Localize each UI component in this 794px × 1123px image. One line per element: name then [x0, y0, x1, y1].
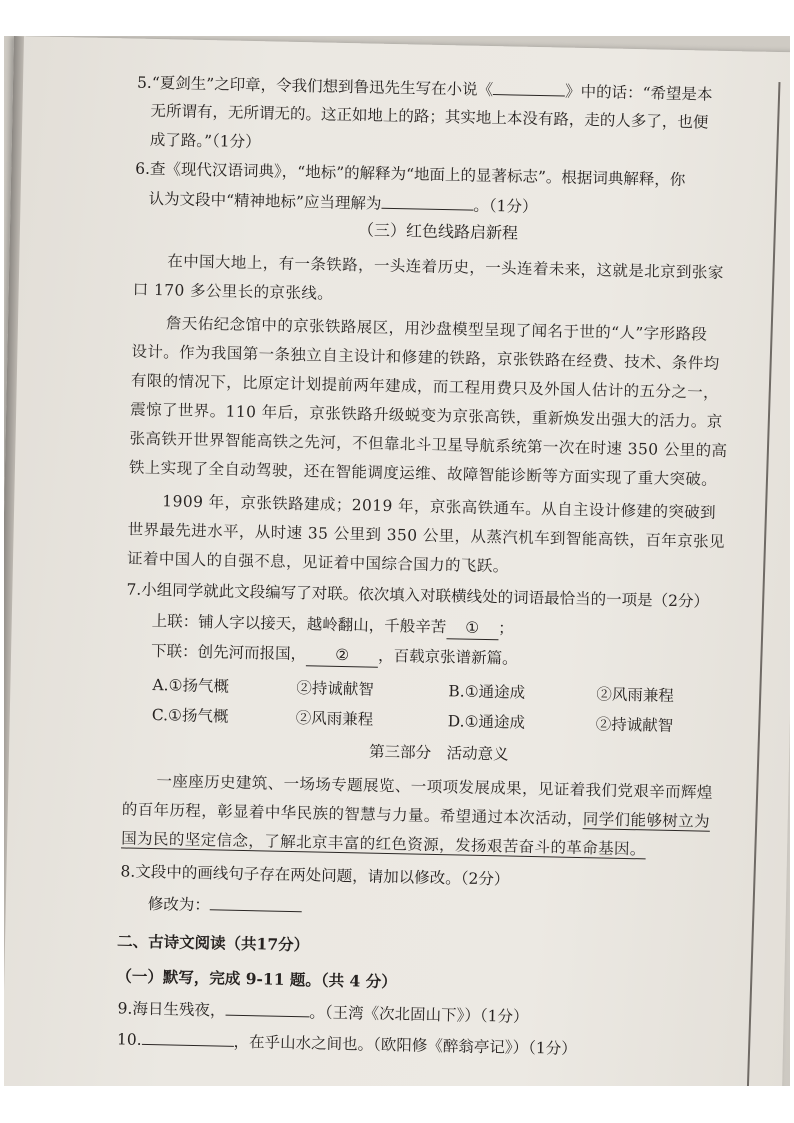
- paragraph-4-line-3: [121, 827, 646, 860]
- paragraph-3-line-3: 证着中国人的自强不息，见证着中国综合国力的飞跃。: [126, 549, 509, 576]
- exam-page: [4, 36, 790, 1086]
- question-9: [117, 996, 528, 1028]
- underlined-sentence-part-1: 同学们能够树立为: [582, 810, 711, 831]
- paragraph-4-text: 的百年历程，彰显着中华民族的智慧与力量。希望通过本次活动，: [121, 800, 584, 829]
- part-3-title: 第三部分 活动意义: [368, 742, 509, 764]
- question-5-text-b: 》中的话：“希望是本: [564, 82, 713, 104]
- question-6-line-2: [148, 187, 537, 218]
- paragraph-4-line-1: 一座座历史建筑、一场场专题展览、一项项发展成果，见证着我们党艰辛而辉煌: [156, 772, 714, 802]
- question-9-blank[interactable]: [225, 999, 309, 1018]
- question-6-text: 认为文段中“精神地标”应当理解为: [148, 189, 382, 213]
- option-c-1[interactable]: C.①扬气概: [151, 706, 229, 726]
- question-10: [117, 1027, 577, 1060]
- question-9-text: 9.海日生残夜，: [117, 999, 226, 1020]
- paragraph-2-line-1: 詹天佑纪念馆中的京张铁路展区，用沙盘模型呈现了闻名于世的“人”字形路段: [165, 314, 708, 344]
- question-7-stem: 7.小组同学就此文段编写了对联。依次填入对联横线处的词语最恰当的一项是（2分）: [126, 580, 710, 611]
- question-5-blank[interactable]: [493, 78, 565, 97]
- page-left-edge: [4, 36, 24, 1086]
- option-b-2: ②风雨兼程: [596, 685, 675, 705]
- question-5-line-3: 成了路。”（1分）: [149, 130, 261, 152]
- paragraph-3-line-1: 1909 年，京张铁路建成；2019 年，京张高铁通车。从自主设计修建的突破到: [162, 492, 717, 522]
- section-3-title: （三）红色线路启新程: [357, 220, 519, 243]
- paragraph-2-line-4: 震惊了世界。110 年后，京张铁路升级蜕变为京张高铁，重新焕发出强大的活力。京: [130, 400, 723, 431]
- paragraph-2-line-6: 铁上实现了全自动驾驶，还在智能调度运维、故障智能诊断等方面实现了重大突破。: [128, 458, 718, 489]
- question-8-blank[interactable]: [210, 893, 302, 912]
- paragraph-2-line-2: 设计。作为我国第一条独立自主设计和修建的铁路，京张铁路在经费、技术、条件均: [131, 342, 720, 373]
- question-8-fix-label: 修改为：: [147, 894, 211, 915]
- question-5-text-a: 5.“夏剑生”之印章，令我们想到鲁迅先生写在小说《: [136, 73, 494, 100]
- question-5-line-2: 无所谓有，无所谓无的。这正如地上的路；其实地上本没有路，走的人多了，也便: [150, 101, 709, 132]
- couplet-upper-text: 上联：铺人字以接天，越岭翻山，千般辛苦: [151, 612, 447, 637]
- scanned-photo: [4, 36, 790, 1086]
- couplet-upper-blank[interactable]: ①: [446, 616, 498, 640]
- page-right-rule: [747, 82, 781, 1086]
- couplet-lower-blank[interactable]: ②: [306, 643, 378, 668]
- question-6-score: 。（1分）: [473, 196, 538, 216]
- question-8-stem: 8.文段中的画线句子存在两处问题，请加以修改。（2分）: [120, 862, 510, 889]
- question-9-source: 。（王湾《次北固山下》）（1分）: [309, 1003, 529, 1026]
- couplet-upper-end: ；: [498, 619, 514, 638]
- couplet-lower-end: ，百载京张谱新篇。: [377, 646, 518, 668]
- couplet-upper: [152, 610, 514, 641]
- part-2-title: 二、古诗文阅读（共17分）: [116, 931, 310, 955]
- question-10-blank[interactable]: [142, 1028, 234, 1047]
- option-d-1[interactable]: D.①通途成: [447, 712, 526, 732]
- paragraph-1-line-1: 在中国大地上，有一条铁路，一头连着历史，一头连着未来，这就是北京到张家: [167, 252, 724, 282]
- question-10-text: ，在乎山水之间也。（欧阳修《醉翁亭记》）（1分）: [233, 1032, 577, 1059]
- paragraph-2-line-3: 有限的情况下，比原定计划提前两年建成，而工程用费只及外国人估计的五分之一，: [130, 371, 720, 402]
- underlined-sentence-part-2: 国为民的坚定信念，了解北京丰富的红色资源，发扬艰苦奋斗的革命基因。: [121, 829, 646, 859]
- question-8-answer-line: [148, 892, 302, 918]
- question-5-line-1: [137, 71, 713, 106]
- paragraph-2-line-5: 张高铁开世界智能高铁之先河，不但靠北斗卫星导航系统第一次在时速 350 公里的高: [129, 429, 728, 461]
- couplet-lower-text: 下联：创先河而报国，: [150, 642, 307, 664]
- couplet-lower: [151, 640, 518, 671]
- question-6-line-1: 6.查《现代汉语词典》，“地标”的解释为“地面上的显著标志”。根据词典解释，你: [135, 159, 686, 190]
- question-6-blank[interactable]: [381, 192, 473, 211]
- question-10-number: 10.: [116, 1030, 142, 1049]
- paragraph-3-line-2: 世界最先进水平，从时速 35 公里到 350 公里，从蒸汽机车到智能高铁，百年京张见: [127, 520, 726, 551]
- option-a-2: ②持诚献智: [296, 679, 375, 699]
- subsection-1-title: （一）默写，完成 9-11 题。（共 4 分）: [116, 966, 397, 992]
- paragraph-1-line-2: 口 170 多公里长的京张线。: [132, 280, 334, 303]
- option-d-2: ②持诚献智: [595, 715, 674, 735]
- option-c-2: ②风雨兼程: [295, 709, 374, 729]
- option-b-1[interactable]: B.①通途成: [448, 682, 526, 702]
- option-a-1[interactable]: A.①扬气概: [152, 676, 230, 696]
- paragraph-4-line-2: [122, 798, 711, 832]
